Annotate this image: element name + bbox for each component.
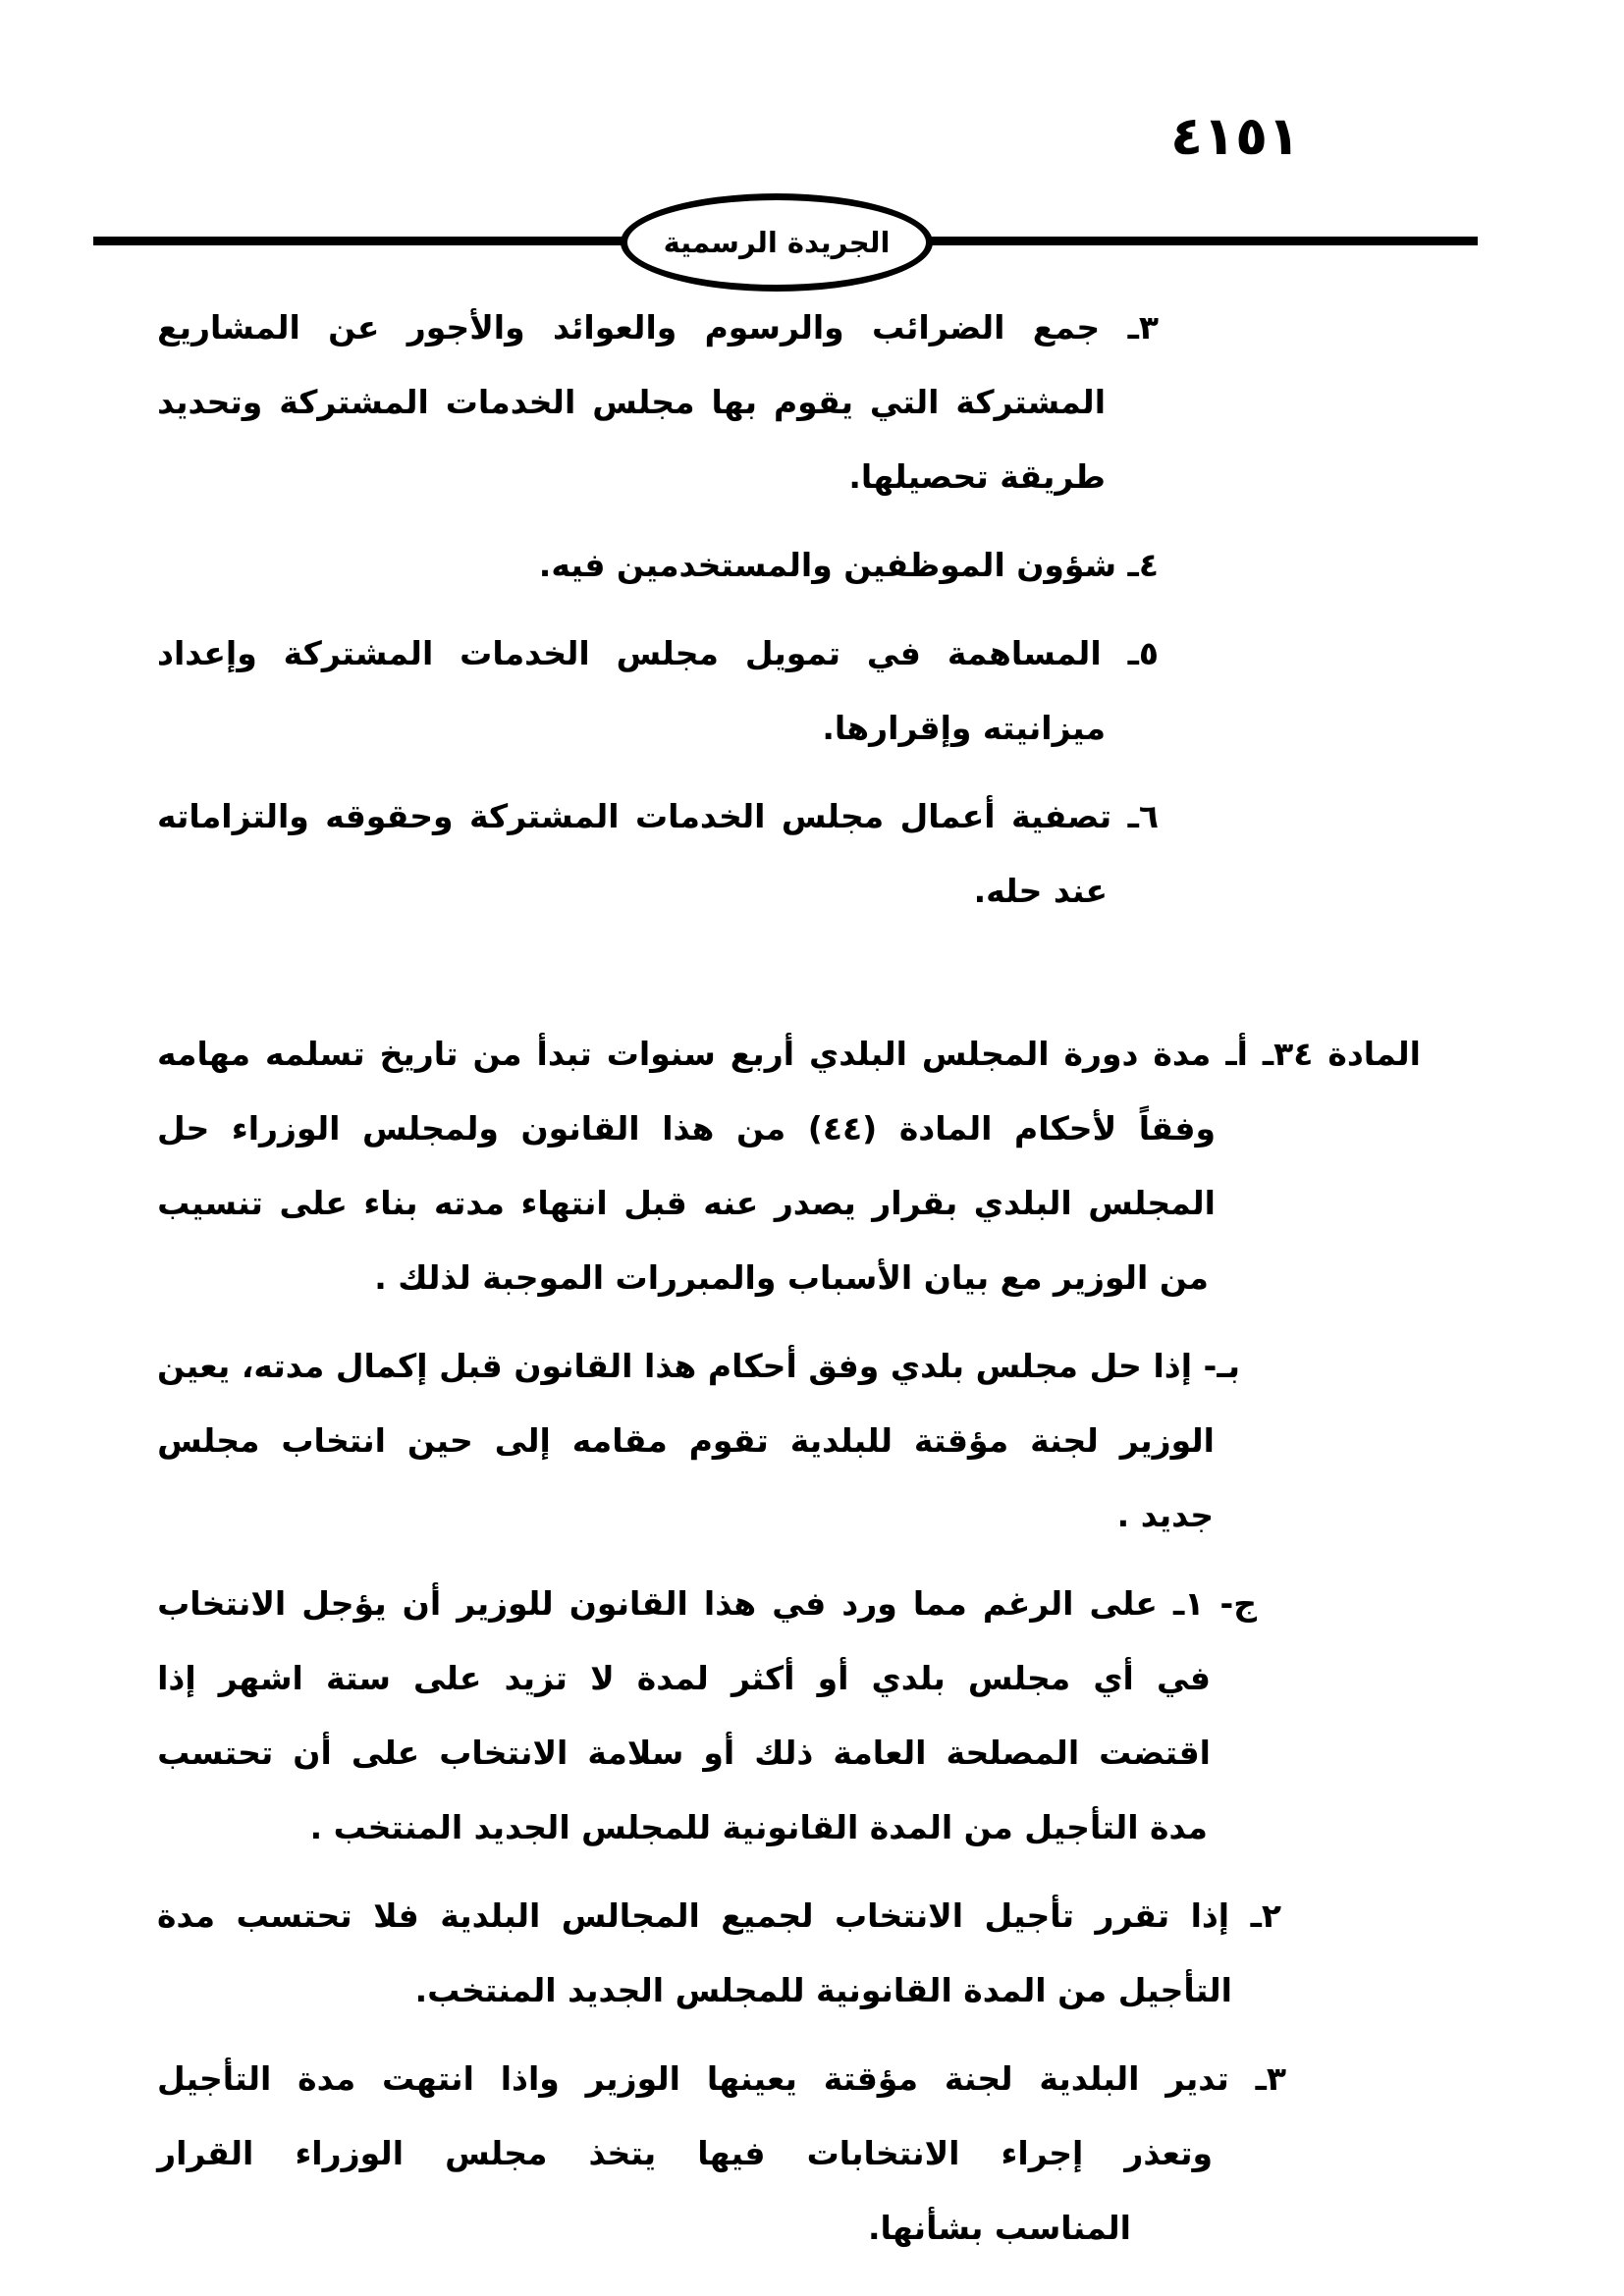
list-item-3 <box>157 291 1421 514</box>
gazette-seal <box>621 193 933 292</box>
text-line: جديد . <box>1116 1496 1214 1534</box>
text-line: مدة التأجيل من المدة القانونية للمجلس الجديد المنتخب . <box>309 1808 1208 1846</box>
text-line: المشتركة التي يقوم بها مجلس الخدمات المشتركة وتحديد <box>157 383 1106 421</box>
article-body <box>157 291 1421 2266</box>
article-34-clause-a <box>157 1017 1421 1315</box>
text-line: ٢ـ إذا تقرر تأجيل الانتخاب لجميع المجالس البلدية فلا تحتسب مدة <box>157 1896 1281 1935</box>
list-item-4 <box>157 528 1421 603</box>
text-line: طريقة تحصيلها. <box>848 457 1106 496</box>
list-item-6 <box>157 779 1421 929</box>
text-line: عند حله. <box>973 872 1108 910</box>
text-line: ج- ١ـ على الرغم مما ورد في هذا القانون للوزير أن يؤجل الانتخاب <box>157 1584 1257 1623</box>
text-line: اقتضت المصلحة العامة ذلك أو سلامة الانتخاب على أن تحتسب <box>157 1734 1211 1772</box>
text-line: الوزير لجنة مؤقتة للبلدية تقوم مقامه إلى حين انتخاب مجلس <box>157 1421 1215 1460</box>
article-34-clause-b <box>157 1329 1421 1553</box>
page-number: ٤١٥١ <box>1170 105 1300 167</box>
article-34-clause-c-item-1 <box>157 1567 1421 1865</box>
text-line: المجلس البلدي بقرار يصدر عنه قبل انتهاء مدته بناء على تنسيب <box>157 1184 1216 1222</box>
text-line: من الوزير مع بيان الأسباب والمبررات الموجبة لذلك . <box>374 1258 1209 1297</box>
text-line: ٥ـ المساهمة في تمويل مجلس الخدمات المشتركة وإعداد <box>157 634 1159 672</box>
text-line: ٣ـ جمع الضرائب والرسوم والعوائد والأجور عن المشاريع <box>157 308 1159 347</box>
text-line: ميزانيته وإقرارها. <box>822 709 1106 747</box>
list-item-5 <box>157 616 1421 766</box>
text-line: ٣ـ تدير البلدية لجنة مؤقتة يعينها الوزير واذا انتهت مدة التأجيل <box>157 2059 1286 2098</box>
text-line: وفقاً لأحكام المادة (٤٤) من هذا القانون ولمجلس الوزراء حل <box>157 1109 1216 1148</box>
text-line: بـ- إذا حل مجلس بلدي وفق أحكام هذا القانون قبل إكمال مدته، يعين <box>157 1347 1240 1385</box>
text-line: وتعذر إجراء الانتخابات فيها يتخذ مجلس الوزراء القرار <box>157 2134 1213 2172</box>
text-line: المادة ٣٤ـ أـ مدة دورة المجلس البلدي أربع سنوات تبدأ من تاريخ تسلمه مهامه <box>157 1035 1421 1073</box>
text-line: في أي مجلس بلدي أو أكثر لمدة لا تزيد على ستة اشهر إذا <box>157 1659 1211 1697</box>
gazette-label: الجريدة الرسمية <box>663 226 891 259</box>
text-line: التأجيل من المدة القانونية للمجلس الجديد المنتخب. <box>414 1971 1232 2009</box>
text-line: المناسب بشأنها. <box>867 2209 1131 2247</box>
text-line: ٤ـ شؤون الموظفين والمستخدمين فيه. <box>538 546 1159 584</box>
article-34-clause-c-item-2 <box>157 1879 1421 2028</box>
article-34-clause-c-item-3 <box>157 2042 1421 2266</box>
text-line: ٦ـ تصفية أعمال مجلس الخدمات المشتركة وحقوقه والتزاماته <box>157 797 1159 835</box>
